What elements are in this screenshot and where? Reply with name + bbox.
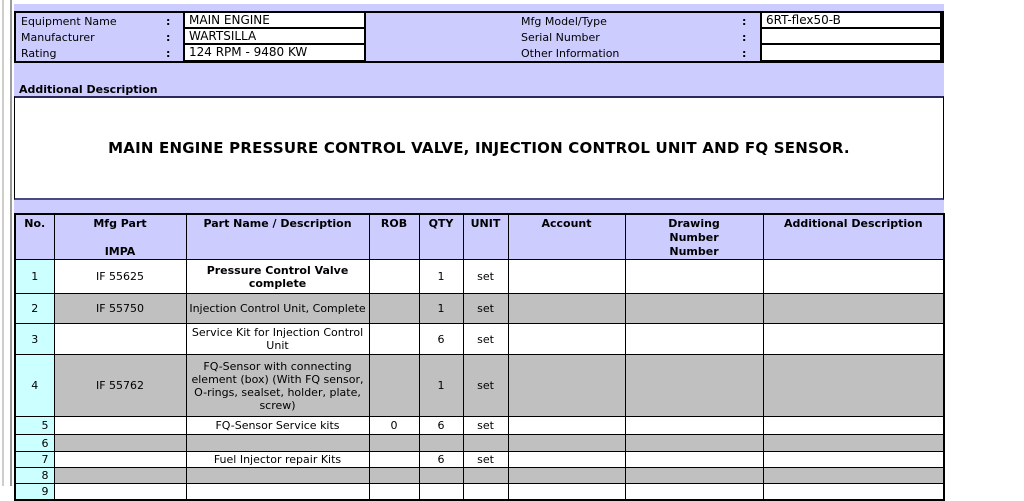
additional-description-box xyxy=(14,96,944,200)
cell-drawing xyxy=(625,452,763,468)
cell-rob xyxy=(369,355,419,417)
equipment-name-value: MAIN ENGINE xyxy=(183,11,366,30)
cell-unit xyxy=(463,484,508,501)
other-information-value xyxy=(760,43,942,62)
cell-mfg_part xyxy=(54,417,186,435)
cell-rob xyxy=(369,468,419,484)
cell-additional xyxy=(763,452,944,468)
header-cell-drawing xyxy=(625,214,763,260)
header-line: Account xyxy=(541,217,592,230)
header-cell-additional xyxy=(763,214,944,260)
mfg-model-type-value: 6RT-flex50-B xyxy=(760,11,942,30)
cell-drawing xyxy=(625,417,763,435)
manufacturer-label: Manufacturer xyxy=(21,31,95,44)
cell-mfg_part xyxy=(54,435,186,452)
colon-separator: : xyxy=(166,31,171,44)
parts-table-header xyxy=(15,214,944,260)
cell-part_name: FQ-Sensor with connecting element (box) (With FQ sensor, O-rings, sealset, holder, plate, screw) xyxy=(186,355,369,417)
cell-no: 3 xyxy=(15,324,54,355)
cell-additional xyxy=(763,355,944,417)
cell-mfg_part xyxy=(54,452,186,468)
cell-unit: set xyxy=(463,417,508,435)
cell-unit: set xyxy=(463,452,508,468)
header-cell-part_name xyxy=(186,214,369,260)
header-cell-no xyxy=(15,214,54,260)
header-line: QTY xyxy=(428,217,454,230)
cell-rob xyxy=(369,324,419,355)
cell-qty: 6 xyxy=(419,324,463,355)
cell-part_name: Fuel Injector repair Kits xyxy=(186,452,369,468)
cell-additional xyxy=(763,484,944,501)
cell-drawing xyxy=(625,260,763,294)
cell-drawing xyxy=(625,468,763,484)
rating-label: Rating xyxy=(21,47,57,60)
equipment-info-form xyxy=(14,11,944,63)
colon-separator: : xyxy=(166,15,171,28)
cell-mfg_part xyxy=(54,324,186,355)
cell-additional xyxy=(763,435,944,452)
cell-mfg_part xyxy=(54,468,186,484)
cell-no: 2 xyxy=(15,294,54,324)
cell-rob xyxy=(369,435,419,452)
serial-number-label: Serial Number xyxy=(521,31,600,44)
cell-qty: 6 xyxy=(419,452,463,468)
equipment-form-row xyxy=(16,45,942,61)
mfg-model-type-label: Mfg Model/Type xyxy=(521,15,607,28)
frame-divider-light xyxy=(2,0,4,486)
cell-unit: set xyxy=(463,355,508,417)
cell-no: 1 xyxy=(15,260,54,294)
cell-account xyxy=(508,435,625,452)
header-cell-account xyxy=(508,214,625,260)
cell-part_name xyxy=(186,468,369,484)
cell-drawing xyxy=(625,324,763,355)
cell-no: 7 xyxy=(15,452,54,468)
cell-account xyxy=(508,417,625,435)
other-information-label: Other Information xyxy=(521,47,620,60)
table-row xyxy=(15,435,944,452)
colon-separator: : xyxy=(742,15,747,28)
manufacturer-value: WARTSILLA xyxy=(183,27,366,46)
cell-part_name xyxy=(186,484,369,501)
header-cell-qty xyxy=(419,214,463,260)
header-line: UNIT xyxy=(470,217,501,230)
cell-additional xyxy=(763,417,944,435)
cell-account xyxy=(508,355,625,417)
table-row xyxy=(15,484,944,501)
header-cell-mfg_part xyxy=(54,214,186,260)
cell-qty: 1 xyxy=(419,294,463,324)
cell-part_name xyxy=(186,435,369,452)
document-area xyxy=(14,4,944,498)
table-row xyxy=(15,260,944,294)
header-cell-rob xyxy=(369,214,419,260)
cell-drawing xyxy=(625,435,763,452)
cell-drawing xyxy=(625,355,763,417)
cell-unit xyxy=(463,435,508,452)
header-line: No. xyxy=(24,217,46,230)
cell-rob: 0 xyxy=(369,417,419,435)
header-line: Additional Description xyxy=(783,217,923,230)
cell-unit: set xyxy=(463,324,508,355)
cell-qty: 1 xyxy=(419,355,463,417)
table-row xyxy=(15,468,944,484)
cell-unit xyxy=(463,468,508,484)
cell-additional xyxy=(763,324,944,355)
cell-account xyxy=(508,260,625,294)
frame-divider xyxy=(10,0,12,486)
cell-part_name: Service Kit for Injection Control Unit xyxy=(186,324,369,355)
parts-table-body xyxy=(15,260,944,501)
header-row xyxy=(15,214,944,260)
cell-no: 4 xyxy=(15,355,54,417)
cell-no: 5 xyxy=(15,417,54,435)
cell-account xyxy=(508,452,625,468)
cell-rob xyxy=(369,484,419,501)
cell-rob xyxy=(369,452,419,468)
cell-qty xyxy=(419,435,463,452)
cell-rob xyxy=(369,294,419,324)
cell-account xyxy=(508,468,625,484)
cell-part_name: Injection Control Unit, Complete xyxy=(186,294,369,324)
cell-additional xyxy=(763,468,944,484)
header-line: IMPA xyxy=(104,245,136,258)
cell-qty: 1 xyxy=(419,260,463,294)
header-cell-unit xyxy=(463,214,508,260)
cell-no: 6 xyxy=(15,435,54,452)
cell-additional xyxy=(763,294,944,324)
cell-mfg_part: IF 55762 xyxy=(54,355,186,417)
header-line: Drawing xyxy=(668,217,720,230)
colon-separator: : xyxy=(166,47,171,60)
cell-part_name: Pressure Control Valve complete xyxy=(186,260,369,294)
cell-part_name: FQ-Sensor Service kits xyxy=(186,417,369,435)
cell-drawing xyxy=(625,484,763,501)
additional-description-label: Additional Description xyxy=(19,83,158,96)
rating-value: 124 RPM - 9480 KW xyxy=(183,43,366,62)
header-line: Part Name / Description xyxy=(203,217,352,230)
cell-qty xyxy=(419,484,463,501)
header-line xyxy=(57,231,184,245)
header-line: ROB xyxy=(380,217,408,230)
header-line: Mfg Part xyxy=(93,217,147,230)
equipment-name-label: Equipment Name xyxy=(21,15,117,28)
cell-no: 8 xyxy=(15,468,54,484)
cell-mfg_part: IF 55625 xyxy=(54,260,186,294)
table-row xyxy=(15,417,944,435)
cell-account xyxy=(508,324,625,355)
parts-table xyxy=(14,213,945,501)
table-row xyxy=(15,355,944,417)
header-line: Number xyxy=(669,245,719,258)
cell-unit: set xyxy=(463,294,508,324)
cell-qty: 6 xyxy=(419,417,463,435)
equipment-description-title: MAIN ENGINE PRESSURE CONTROL VALVE, INJECTION CONTROL UNIT AND FQ SENSOR. xyxy=(108,139,850,157)
cell-unit: set xyxy=(463,260,508,294)
cell-no: 9 xyxy=(15,484,54,501)
table-row xyxy=(15,324,944,355)
colon-separator: : xyxy=(742,31,747,44)
cell-rob xyxy=(369,260,419,294)
table-row xyxy=(15,452,944,468)
cell-account xyxy=(508,484,625,501)
cell-account xyxy=(508,294,625,324)
table-row xyxy=(15,294,944,324)
cell-additional xyxy=(763,260,944,294)
header-line: Number xyxy=(669,231,719,244)
colon-separator: : xyxy=(742,47,747,60)
cell-mfg_part xyxy=(54,484,186,501)
cell-drawing xyxy=(625,294,763,324)
cell-qty xyxy=(419,468,463,484)
cell-mfg_part: IF 55750 xyxy=(54,294,186,324)
